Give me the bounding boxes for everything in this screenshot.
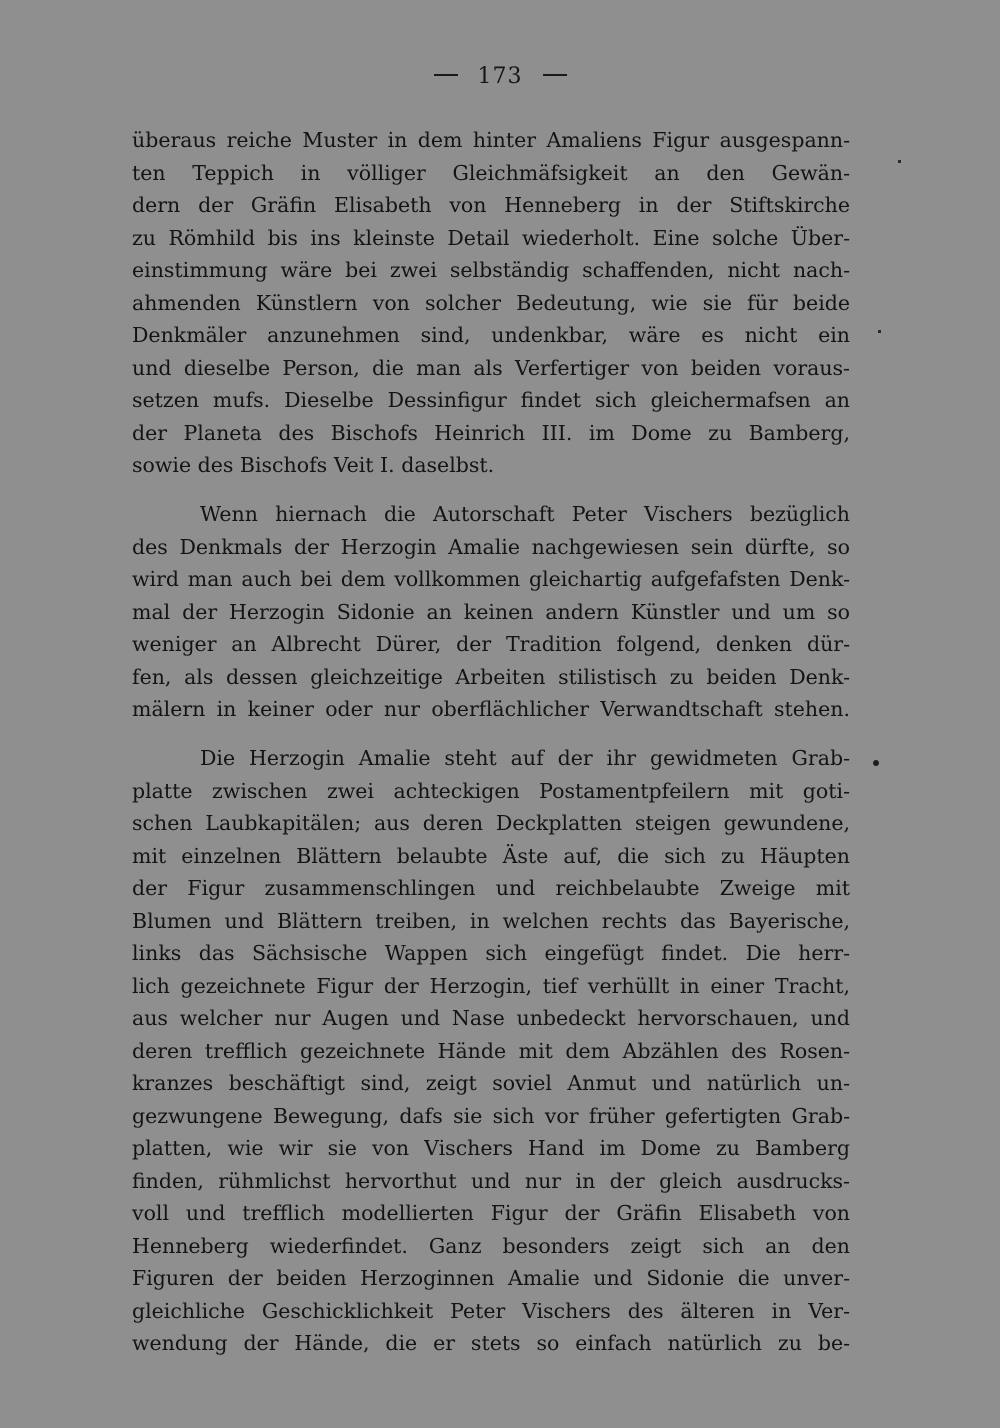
page-header <box>0 64 1000 89</box>
text-line: mälern in keiner oder nur oberflächlicher Verwandtschaft stehen. <box>132 697 850 721</box>
text-line: voll und trefflich modellierten Figur der Gräfin Elisabeth von <box>132 1201 850 1225</box>
text-line: deren trefflich gezeichnete Hände mit dem Abzählen des Rosen- <box>132 1038 850 1063</box>
text-line: lich gezeichnete Figur der Herzogin, tief verhüllt in einer Tracht, <box>132 973 850 998</box>
text-line: fen, als dessen gleichzeitige Arbeiten stilistisch zu beiden Denk- <box>132 664 850 689</box>
text-line: dern der Gräfin Elisabeth von Henneberg in der Stiftskirche <box>132 193 850 217</box>
text-line: und dieselbe Person, die man als Verfertiger von beiden voraus- <box>132 355 850 380</box>
text-line: gezwungene Bewegung, dafs sie sich vor früher gefertigten Grab- <box>132 1103 850 1128</box>
paragraph-2 <box>132 498 850 726</box>
page-number: 173 <box>477 64 523 89</box>
paragraph-1 <box>132 124 850 482</box>
text-line: kranzes beschäftigt sind, zeigt soviel Anmut und natürlich un- <box>132 1071 850 1095</box>
text-line: wendung der Hände, die er stets so einfach natürlich zu be- <box>132 1331 850 1355</box>
text-line: Denkmäler anzunehmen sind, undenkbar, wäre es nicht ein <box>132 323 850 347</box>
text-line: ten Teppich in völliger Gleichmäfsigkeit an den Gewän- <box>132 160 850 185</box>
text-line: der Planeta des Bischofs Heinrich III. im Dome zu Bamberg, <box>132 420 850 445</box>
text-line: schen Laubkapitälen; aus deren Deckplatten steigen gewundene, <box>132 811 850 835</box>
text-line: Figuren der beiden Herzoginnen Amalie und Sidonie die unver- <box>132 1266 850 1290</box>
scan-speck <box>878 330 881 333</box>
header-dash-left <box>434 74 458 76</box>
text-line: zu Römhild bis ins kleinste Detail wiederholt. Eine solche Über- <box>132 225 850 250</box>
text-line: setzen mufs. Dieselbe Dessinfigur findet sich gleichermafsen an <box>132 388 850 412</box>
text-line: Henneberg wiederfindet. Ganz besonders zeigt sich an den <box>132 1233 850 1258</box>
text-line: mit einzelnen Blättern belaubte Äste auf, die sich zu Häupten <box>132 843 850 868</box>
text-line: mal der Herzogin Sidonie an keinen andern Künstler und um so <box>132 599 850 624</box>
text-line: Die Herzogin Amalie steht auf der ihr gewidmeten Grab- <box>200 746 850 770</box>
text-line: platten, wie wir sie von Vischers Hand im Dome zu Bamberg <box>132 1136 850 1160</box>
text-line: platte zwischen zwei achteckigen Postamentpfeilern mit goti- <box>132 778 850 803</box>
text-line: sowie des Bischofs Veit I. daselbst. <box>132 453 495 477</box>
scan-speck <box>898 160 901 163</box>
text-line: weniger an Albrecht Dürer, der Tradition folgend, denken dür- <box>132 632 850 656</box>
text-line: einstimmung wäre bei zwei selbständig schaffenden, nicht nach- <box>132 258 850 282</box>
text-line: wird man auch bei dem vollkommen gleichartig aufgefafsten Denk- <box>132 567 850 591</box>
text-line: der Figur zusammenschlingen und reichbelaubte Zweige mit <box>132 876 850 900</box>
text-line: gleichliche Geschicklichkeit Peter Vischers des älteren in Ver- <box>132 1298 850 1323</box>
text-line: links das Sächsische Wappen sich eingefügt findet. Die herr- <box>132 941 850 965</box>
header-dash-right <box>543 74 567 76</box>
text-line: finden, rühmlichst hervorthut und nur in der gleich ausdrucks- <box>132 1168 850 1193</box>
text-line: überaus reiche Muster in dem hinter Amaliens Figur ausgespann- <box>132 128 850 152</box>
text-line: Blumen und Blättern treiben, in welchen rechts das Bayerische, <box>132 908 850 933</box>
text-line: aus welcher nur Augen und Nase unbedeckt hervorschauen, und <box>132 1006 850 1030</box>
text-line: Wenn hiernach die Autorschaft Peter Vischers bezüglich <box>200 502 850 526</box>
text-line: des Denkmals der Herzogin Amalie nachgewiesen sein dürfte, so <box>132 534 850 559</box>
scan-dot <box>873 760 879 766</box>
text-line: ahmenden Künstlern von solcher Bedeutung, wie sie für beide <box>132 290 850 315</box>
paragraph-3 <box>132 742 850 1360</box>
